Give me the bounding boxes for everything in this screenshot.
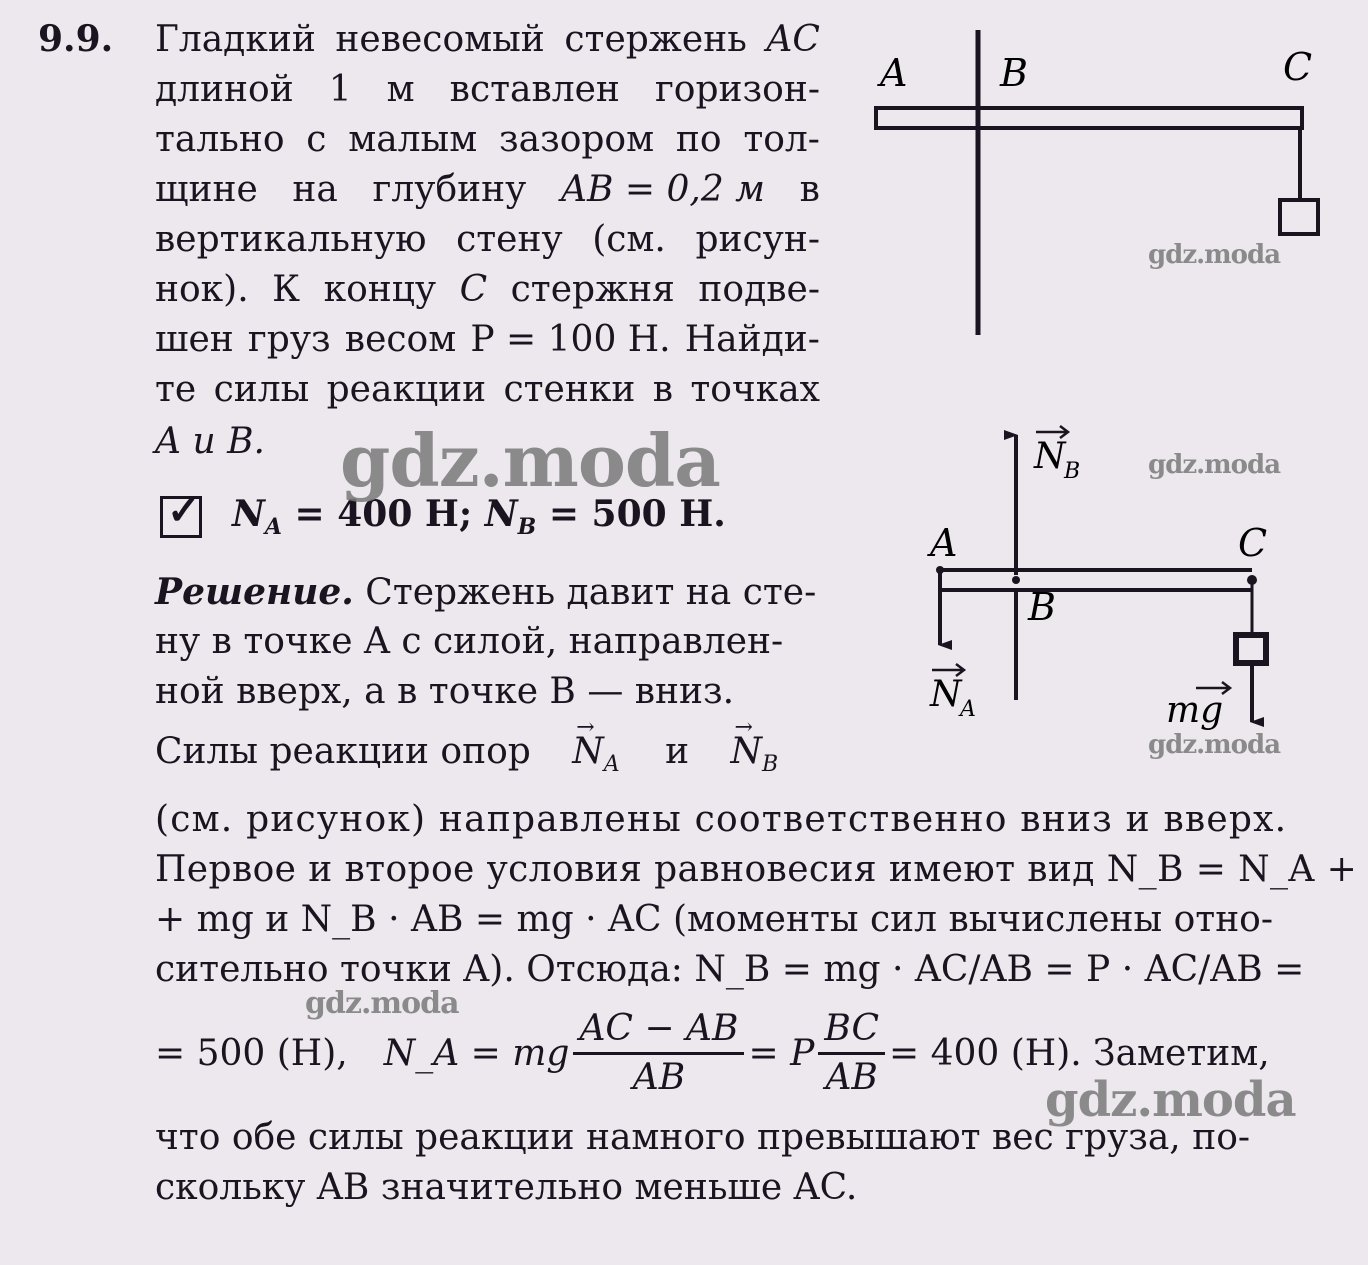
answer-na: N bbox=[232, 493, 265, 535]
word: те bbox=[155, 369, 197, 410]
solution-text: = 500 (Н), bbox=[155, 1032, 348, 1074]
figure-1 bbox=[876, 30, 1318, 335]
word: весом bbox=[344, 319, 457, 360]
word: зазором bbox=[498, 119, 655, 160]
word: подве- bbox=[698, 269, 820, 310]
word: по bbox=[675, 119, 722, 160]
word: нок). bbox=[155, 269, 249, 310]
word: вставлен bbox=[449, 69, 620, 110]
solution-line-6: Первое и второе условия равновесия имеют вид N_B = N_A + bbox=[155, 849, 1358, 890]
solution-text: = P bbox=[748, 1032, 815, 1074]
word: AC bbox=[766, 19, 820, 60]
fig2-label-a: A bbox=[930, 521, 958, 565]
word: м bbox=[386, 69, 415, 110]
word: невесомый bbox=[335, 19, 545, 60]
point-b bbox=[1012, 576, 1020, 584]
word: Гладкий bbox=[155, 19, 316, 60]
watermark: gdz.moda bbox=[1148, 730, 1281, 760]
solution-text: N_A = mg bbox=[383, 1032, 570, 1074]
rod-rect bbox=[876, 108, 1302, 128]
solution-line-2: ну в точке A с силой, направлен- bbox=[155, 621, 784, 662]
fig2-label-na-sub: A bbox=[960, 697, 976, 722]
word: реакции bbox=[326, 369, 487, 410]
load-box bbox=[1280, 200, 1318, 234]
vector-nb: → $N_B$ bbox=[731, 730, 779, 787]
answer-na-value: = 400 Н; bbox=[294, 493, 473, 535]
solution-text: Силы реакции опор bbox=[155, 731, 531, 772]
watermark: gdz.moda bbox=[340, 418, 720, 503]
fig1-label-b: B bbox=[1000, 51, 1028, 95]
solution-line-3: ной вверх, а в точке B — вниз. bbox=[155, 671, 735, 712]
fraction-numerator: AC − AB bbox=[573, 1006, 744, 1055]
word: горизон- bbox=[654, 69, 820, 110]
word: с bbox=[306, 119, 327, 160]
fraction-denominator: AB bbox=[632, 1057, 686, 1098]
fig1-label-c: C bbox=[1283, 45, 1313, 89]
fraction-denominator: AB bbox=[825, 1057, 878, 1098]
word: силы bbox=[213, 369, 310, 410]
answer-nb: N bbox=[484, 493, 518, 535]
word: в bbox=[799, 169, 820, 210]
fig2-label-c: C bbox=[1238, 521, 1268, 565]
word: длиной bbox=[155, 69, 294, 110]
word: A и B. bbox=[155, 421, 265, 462]
word: стержня bbox=[510, 269, 675, 310]
word: рисун- bbox=[695, 219, 820, 260]
solution-text: Стержень давит на сте- bbox=[365, 572, 817, 613]
word: стенки bbox=[503, 369, 636, 410]
fig2-label-mg: mg bbox=[1166, 690, 1224, 731]
watermark: gdz.moda bbox=[1148, 450, 1281, 480]
word: концу bbox=[323, 269, 437, 310]
fig1-label-a: A bbox=[880, 51, 908, 95]
word: точках bbox=[690, 369, 820, 410]
word: Найди- bbox=[684, 319, 820, 360]
fraction-numerator: BC bbox=[818, 1006, 885, 1055]
fig2-label-nb: N bbox=[1034, 436, 1066, 477]
solution-heading: Решение. bbox=[155, 571, 354, 613]
word: тол- bbox=[743, 119, 820, 160]
watermark: gdz.moda bbox=[1148, 240, 1281, 270]
watermark: gdz.moda bbox=[305, 986, 459, 1021]
word: щине bbox=[155, 169, 258, 210]
word: на bbox=[292, 169, 338, 210]
vector-na: → $N_A$ bbox=[572, 730, 619, 787]
answer-nb-sub: B bbox=[517, 514, 537, 541]
word: груз bbox=[247, 319, 331, 360]
word: C bbox=[459, 269, 488, 310]
word: AB = 0,2 м bbox=[560, 169, 766, 210]
answer-na-sub: A bbox=[264, 514, 282, 541]
solution-text: и bbox=[665, 731, 690, 772]
word: К bbox=[272, 269, 301, 310]
word: глубину bbox=[372, 169, 527, 210]
solution-line-11: скольку AB значительно меньше AC. bbox=[155, 1167, 858, 1208]
watermark: gdz.moda bbox=[1045, 1072, 1296, 1128]
solution-text: = 400 (Н). Заметим, bbox=[889, 1032, 1270, 1074]
solution-line-8: сительно точки A). Отсюда: N_B = mg · AC/AB = P · AC/AB = bbox=[155, 949, 1305, 990]
word: малым bbox=[348, 119, 478, 160]
fig2-label-na: N bbox=[930, 674, 962, 715]
word: тально bbox=[155, 119, 285, 160]
word: шен bbox=[155, 319, 234, 360]
load-box bbox=[1236, 635, 1266, 663]
solution-line-10: что обе силы реакции намного превышают вес груза, по- bbox=[155, 1117, 1251, 1158]
word: стержень bbox=[564, 19, 747, 60]
solution-line-5: (см. рисунок) направлены соответственно вниз и вверх. bbox=[155, 799, 1288, 840]
answer-nb-value: = 500 Н. bbox=[548, 493, 726, 535]
word: 1 bbox=[328, 69, 352, 110]
word: в bbox=[652, 369, 673, 410]
fig2-label-b: B bbox=[1028, 585, 1056, 629]
word: вертикальную bbox=[155, 219, 427, 260]
solution-line-7: + mg и N_B · AB = mg · AC (моменты сил вычислены отно- bbox=[155, 899, 1274, 940]
word: стену bbox=[456, 219, 563, 260]
fig2-label-nb-sub: B bbox=[1064, 459, 1081, 484]
word: (см. bbox=[592, 219, 666, 260]
word: P = 100 Н. bbox=[470, 319, 671, 360]
problem-number: 9.9. bbox=[38, 18, 114, 60]
